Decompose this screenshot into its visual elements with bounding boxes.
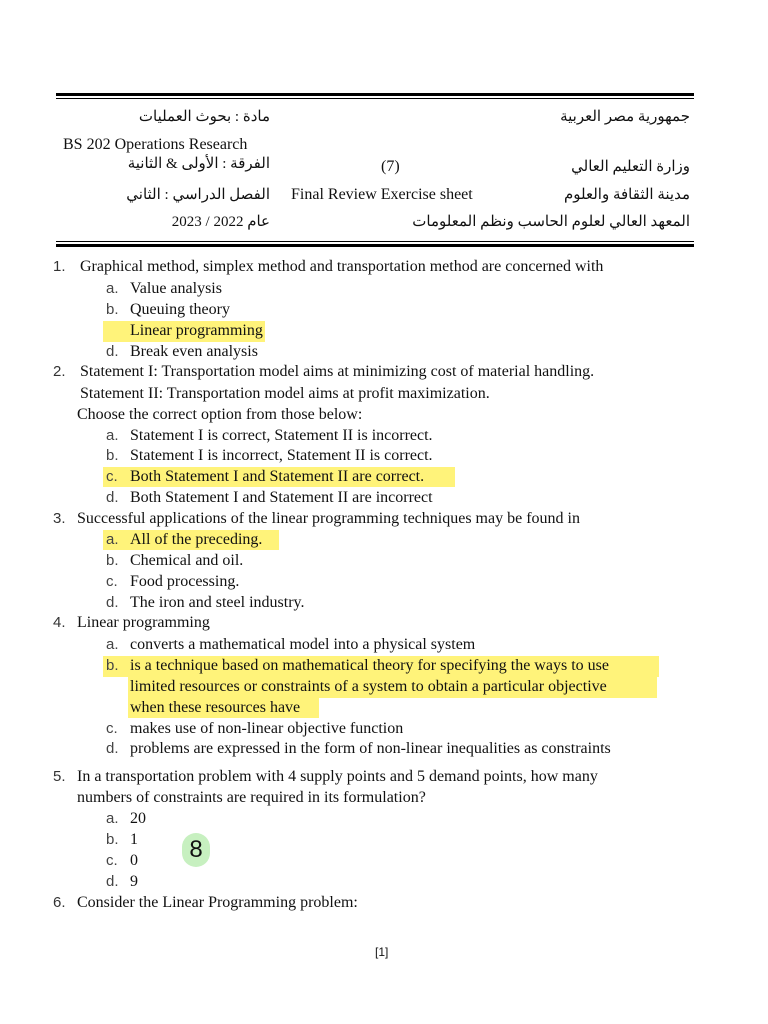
option-letter: a. (106, 427, 119, 444)
option-text: Food processing. (130, 573, 240, 590)
option-text: Chemical and oil. (130, 552, 244, 569)
question-number: 1. (53, 258, 66, 275)
header-course-code: BS 202 Operations Research (63, 136, 248, 153)
question-text: Successful applications of the linear programming techniques may be found in (77, 510, 580, 527)
question-text: Graphical method, simplex method and transportation method are concerned with (80, 258, 604, 275)
option-letter: b. (106, 301, 119, 318)
option-letter: a. (106, 531, 119, 548)
option-text: 20 (130, 810, 146, 827)
question-text: Consider the Linear Programming problem: (77, 894, 358, 911)
option-text-highlighted: Linear programming (103, 321, 265, 342)
option-text-highlighted: limited resources or constraints of a system to obtain a particular objective (130, 678, 607, 695)
question-number: 2. (53, 363, 66, 380)
question-number: 3. (53, 510, 66, 527)
option-letter: d. (106, 489, 119, 506)
option-letter: d. (106, 343, 119, 360)
header-top-rule-thick (56, 93, 694, 96)
header-level: الفرقة : الأولى & الثانية (127, 156, 270, 172)
option-text: The iron and steel industry. (130, 594, 305, 611)
option-letter: b. (106, 831, 119, 848)
header-institute: المعهد العالي لعلوم الحاسب ونظم المعلومات (412, 214, 690, 230)
option-text-highlighted: when these resources have (130, 699, 301, 716)
header-ministry: وزارة التعليم العالي (571, 159, 690, 175)
page-number: [1] (375, 945, 389, 959)
option-letter: c. (106, 573, 118, 590)
question-text: numbers of constraints are required in its formulation? (77, 789, 426, 806)
option-letter: c. (106, 720, 118, 737)
question-text: Choose the correct option from those below: (77, 406, 363, 423)
question-text: Statement II: Transportation model aims at profit maximization. (80, 385, 490, 402)
question-text: Statement I: Transportation model aims at minimizing cost of material handling. (80, 363, 595, 380)
option-letter: b. (106, 552, 119, 569)
question-text: Linear programming (77, 614, 210, 631)
option-letter: d. (106, 740, 119, 757)
option-letter: d. (106, 873, 119, 890)
option-text-highlighted: All of the preceding. (130, 531, 263, 548)
question-number: 5. (53, 768, 66, 785)
header-bottom-rule-thick (56, 244, 694, 247)
option-letter: b. (106, 447, 119, 464)
option-text: Queuing theory (130, 301, 230, 318)
question-number: 6. (53, 894, 66, 911)
header-city: مدينة الثقافة والعلوم (563, 187, 690, 203)
option-text: Both Statement I and Statement II are incorrect (130, 489, 433, 506)
option-text: converts a mathematical model into a physical system (130, 636, 476, 653)
option-text: 1 (130, 831, 138, 848)
header-country: جمهورية مصر العربية (560, 109, 690, 125)
option-text: Value analysis (130, 280, 222, 297)
option-text: Statement I is incorrect, Statement II is correct. (130, 447, 433, 464)
option-letter: c. (106, 852, 118, 869)
question-text: In a transportation problem with 4 supply points and 5 demand points, how many (77, 768, 598, 785)
question-number: 4. (53, 614, 66, 631)
sheet-title: Final Review Exercise sheet (291, 186, 473, 203)
header-subject: مادة : بحوث العمليات (138, 109, 270, 125)
option-text: 9 (130, 873, 138, 890)
header-bottom-rule-thin (56, 241, 694, 242)
option-text-highlighted: Both Statement I and Statement II are correct. (130, 468, 425, 485)
sheet-number: (7) (381, 158, 400, 175)
answer-badge: 8 (182, 833, 210, 867)
header-year: عام 2022 / 2023 (171, 214, 270, 230)
option-letter: c. (106, 468, 118, 485)
option-letter: a. (106, 810, 119, 827)
option-text: 0 (130, 852, 138, 869)
option-text-highlighted: is a technique based on mathematical theory for specifying the ways to use (130, 657, 609, 674)
header-semester: الفصل الدراسي : الثاني (126, 187, 270, 203)
option-letter: d. (106, 594, 119, 611)
header-top-rule-thin (56, 98, 694, 99)
option-letter: a. (106, 280, 119, 297)
option-text: Break even analysis (130, 343, 258, 360)
option-text: problems are expressed in the form of non-linear inequalities as constraints (130, 740, 611, 757)
option-text: Statement I is correct, Statement II is incorrect. (130, 427, 433, 444)
option-letter: b. (106, 657, 119, 674)
option-letter: a. (106, 636, 119, 653)
option-text: makes use of non-linear objective function (130, 720, 404, 737)
